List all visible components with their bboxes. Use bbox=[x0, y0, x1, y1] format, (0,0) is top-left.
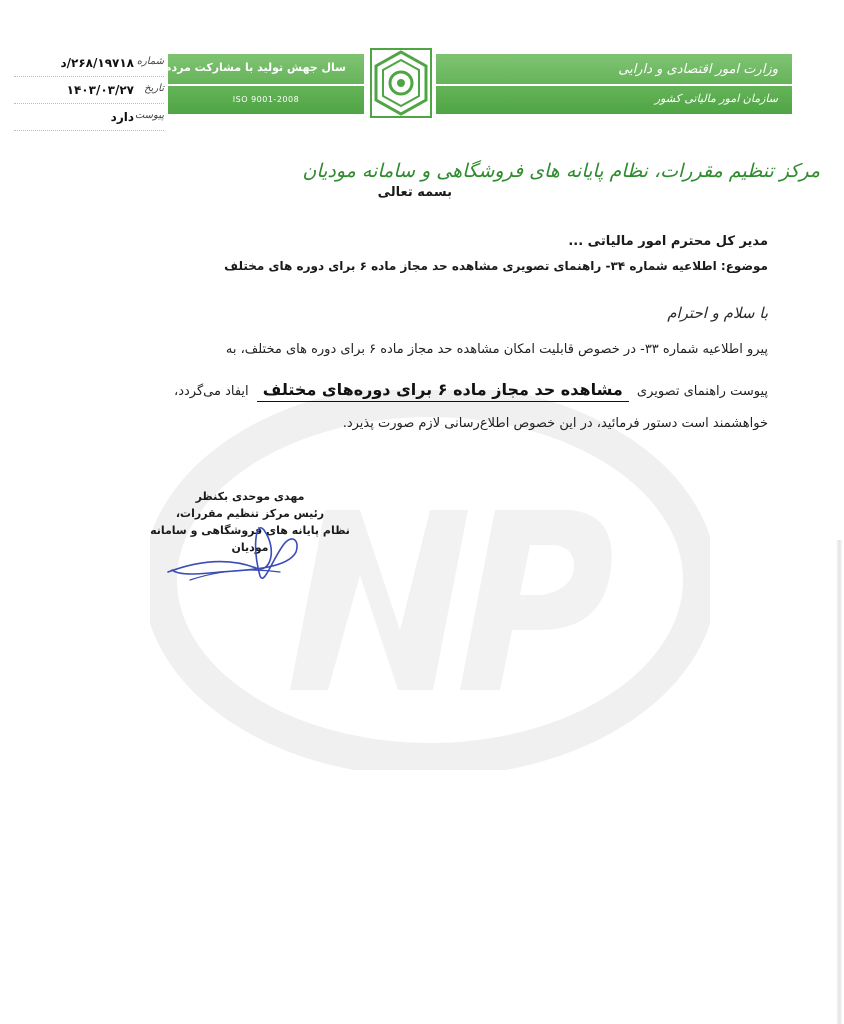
signature-scribble bbox=[160, 510, 310, 590]
header-band-ministry bbox=[436, 54, 792, 114]
letter-date: ۱۴۰۳/۰۳/۲۷ bbox=[66, 83, 134, 97]
page-edge-shadow bbox=[836, 540, 842, 1024]
body-paragraph-line-2 bbox=[174, 380, 768, 399]
tax-organization-emblem-icon bbox=[370, 48, 432, 118]
line2-start: پیوست راهنمای تصویری bbox=[636, 384, 768, 399]
attachment-label: پیوست bbox=[134, 110, 164, 121]
iso-certification: ISO 9001-2008 bbox=[232, 95, 300, 104]
header-band-slogan bbox=[163, 54, 364, 114]
letter-greeting: با سلام و احترام bbox=[667, 304, 768, 322]
letter-number: ۲۶۸/۱۹۷۱۸/د bbox=[60, 56, 134, 70]
band-divider bbox=[436, 84, 792, 86]
letter-subject: موضوع: اطلاعیه شماره ۳۴- راهنمای تصویری مشاهده حد مجاز ماده ۶ برای دوره های مختلف bbox=[224, 259, 768, 273]
organization-name: سازمان امور مالیاتی کشور bbox=[654, 92, 778, 105]
meta-attachment-row bbox=[14, 110, 164, 131]
signer-title: رئیس مرکز تنظیم مقررات، bbox=[175, 507, 325, 520]
letter-meta bbox=[14, 56, 164, 137]
date-label: تاریخ bbox=[144, 83, 164, 94]
guide-title-highlight: مشاهده حد مجاز ماده ۶ برای دوره‌های مختلف bbox=[257, 380, 629, 402]
ministry-name: وزارت امور اقتصادی و دارایی bbox=[618, 62, 778, 77]
body-paragraph-line-3: خواهشمند است دستور فرمائید، در این خصوص اطلاع‌رسانی لازم صورت پذیرد. bbox=[342, 416, 768, 431]
band-divider bbox=[168, 84, 364, 86]
meta-number-row bbox=[14, 56, 164, 77]
year-slogan: سال جهش تولید با مشارکت مردم bbox=[163, 61, 346, 74]
signer-name: مهدی موحدی بکنظر bbox=[195, 490, 305, 503]
basmala: بسمه تعالی bbox=[377, 185, 452, 200]
attachment-value: دارد bbox=[110, 110, 134, 124]
line2-end: ایفاد می‌گردد، bbox=[174, 384, 249, 399]
meta-date-row bbox=[14, 83, 164, 104]
signer-title-2: نظام پایانه های فروشگاهی و سامانه مودیان bbox=[150, 524, 350, 554]
number-label: شماره bbox=[136, 56, 164, 67]
letter-recipient: مدیر کل محترم امور مالیاتی ... bbox=[568, 234, 768, 249]
center-name: مرکز تنظیم مقررات، نظام پایانه های فروشگاهی و سامانه مودیان bbox=[302, 160, 820, 182]
body-paragraph-line-1: پیرو اطلاعیه شماره ۳۳- در خصوص قابلیت امکان مشاهده حد مجاز ماده ۶ برای دوره های مختلف، به bbox=[225, 342, 768, 357]
